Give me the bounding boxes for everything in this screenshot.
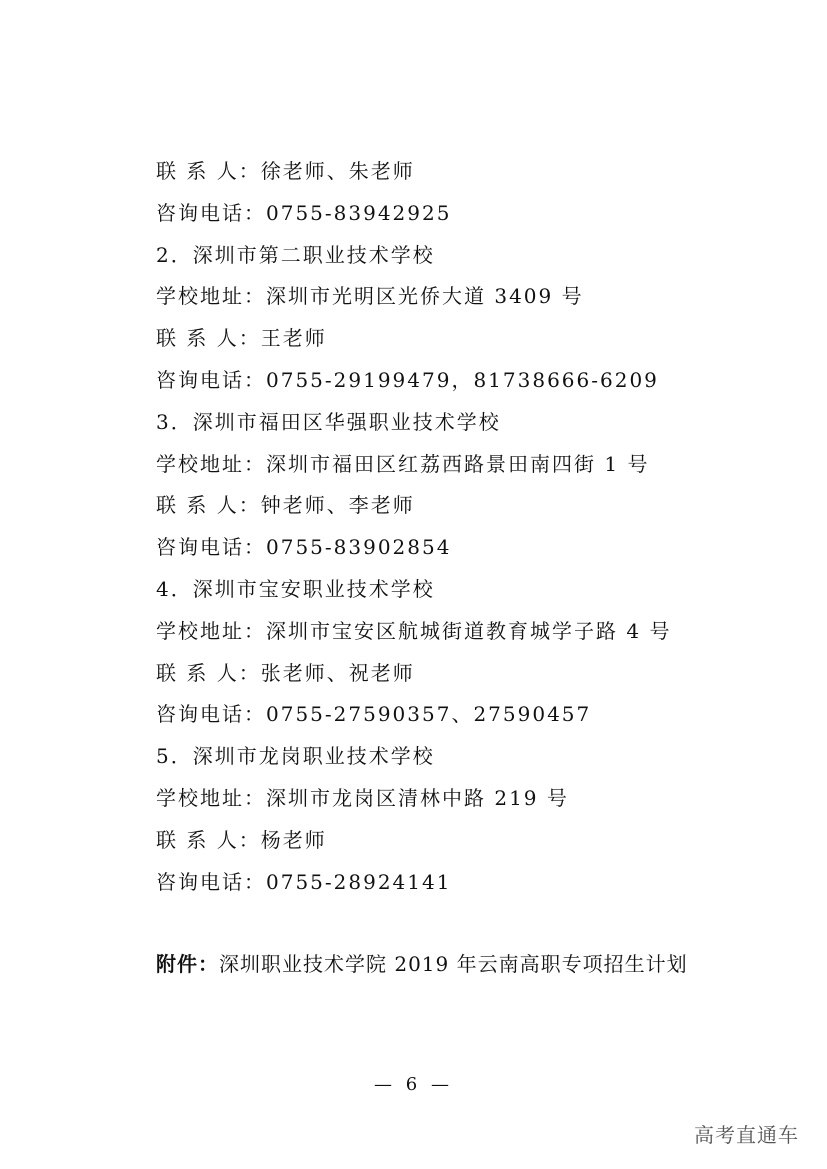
attachment-label: 附件： [156,952,219,976]
page-number: — 6 — [374,1074,453,1095]
contact-person-line: 联 系 人：杨老师 [156,827,327,852]
contact-person-line: 联 系 人：张老师、祝老师 [156,660,415,685]
address-line: 学校地址：深圳市宝安区航城街道教育城学子路 4 号 [156,618,672,643]
attachment-line [156,949,688,979]
phone-line: 咨询电话：0755-29199479，81738666-6209 [156,367,659,392]
school-heading: 3．深圳市福田区华强职业技术学校 [156,409,501,434]
attachment-text: 深圳职业技术学院 2019 年云南高职专项招生计划 [219,952,688,976]
address-line: 学校地址：深圳市福田区红荔西路景田南四街 1 号 [156,451,650,476]
address-line: 学校地址：深圳市光明区光侨大道 3409 号 [156,284,584,309]
watermark: 高考直通车 [694,1123,799,1147]
contact-person-line: 联 系 人：钟老师、李老师 [156,493,415,518]
contact-person-line: 联 系 人：王老师 [156,326,327,351]
contact-list [156,156,776,908]
school-heading: 5．深圳市龙岗职业技术学校 [156,744,435,769]
phone-line: 咨询电话：0755-83902854 [156,535,452,560]
phone-line: 咨询电话：0755-83942925 [156,200,452,225]
school-heading: 4．深圳市宝安职业技术学校 [156,576,435,601]
school-heading: 2．深圳市第二职业技术学校 [156,242,435,267]
contact-person-line: 联 系 人：徐老师、朱老师 [156,159,415,183]
phone-line: 咨询电话：0755-27590357、27590457 [156,702,592,727]
address-line: 学校地址：深圳市龙岗区清林中路 219 号 [156,785,569,810]
phone-line: 咨询电话：0755-28924141 [156,869,452,894]
